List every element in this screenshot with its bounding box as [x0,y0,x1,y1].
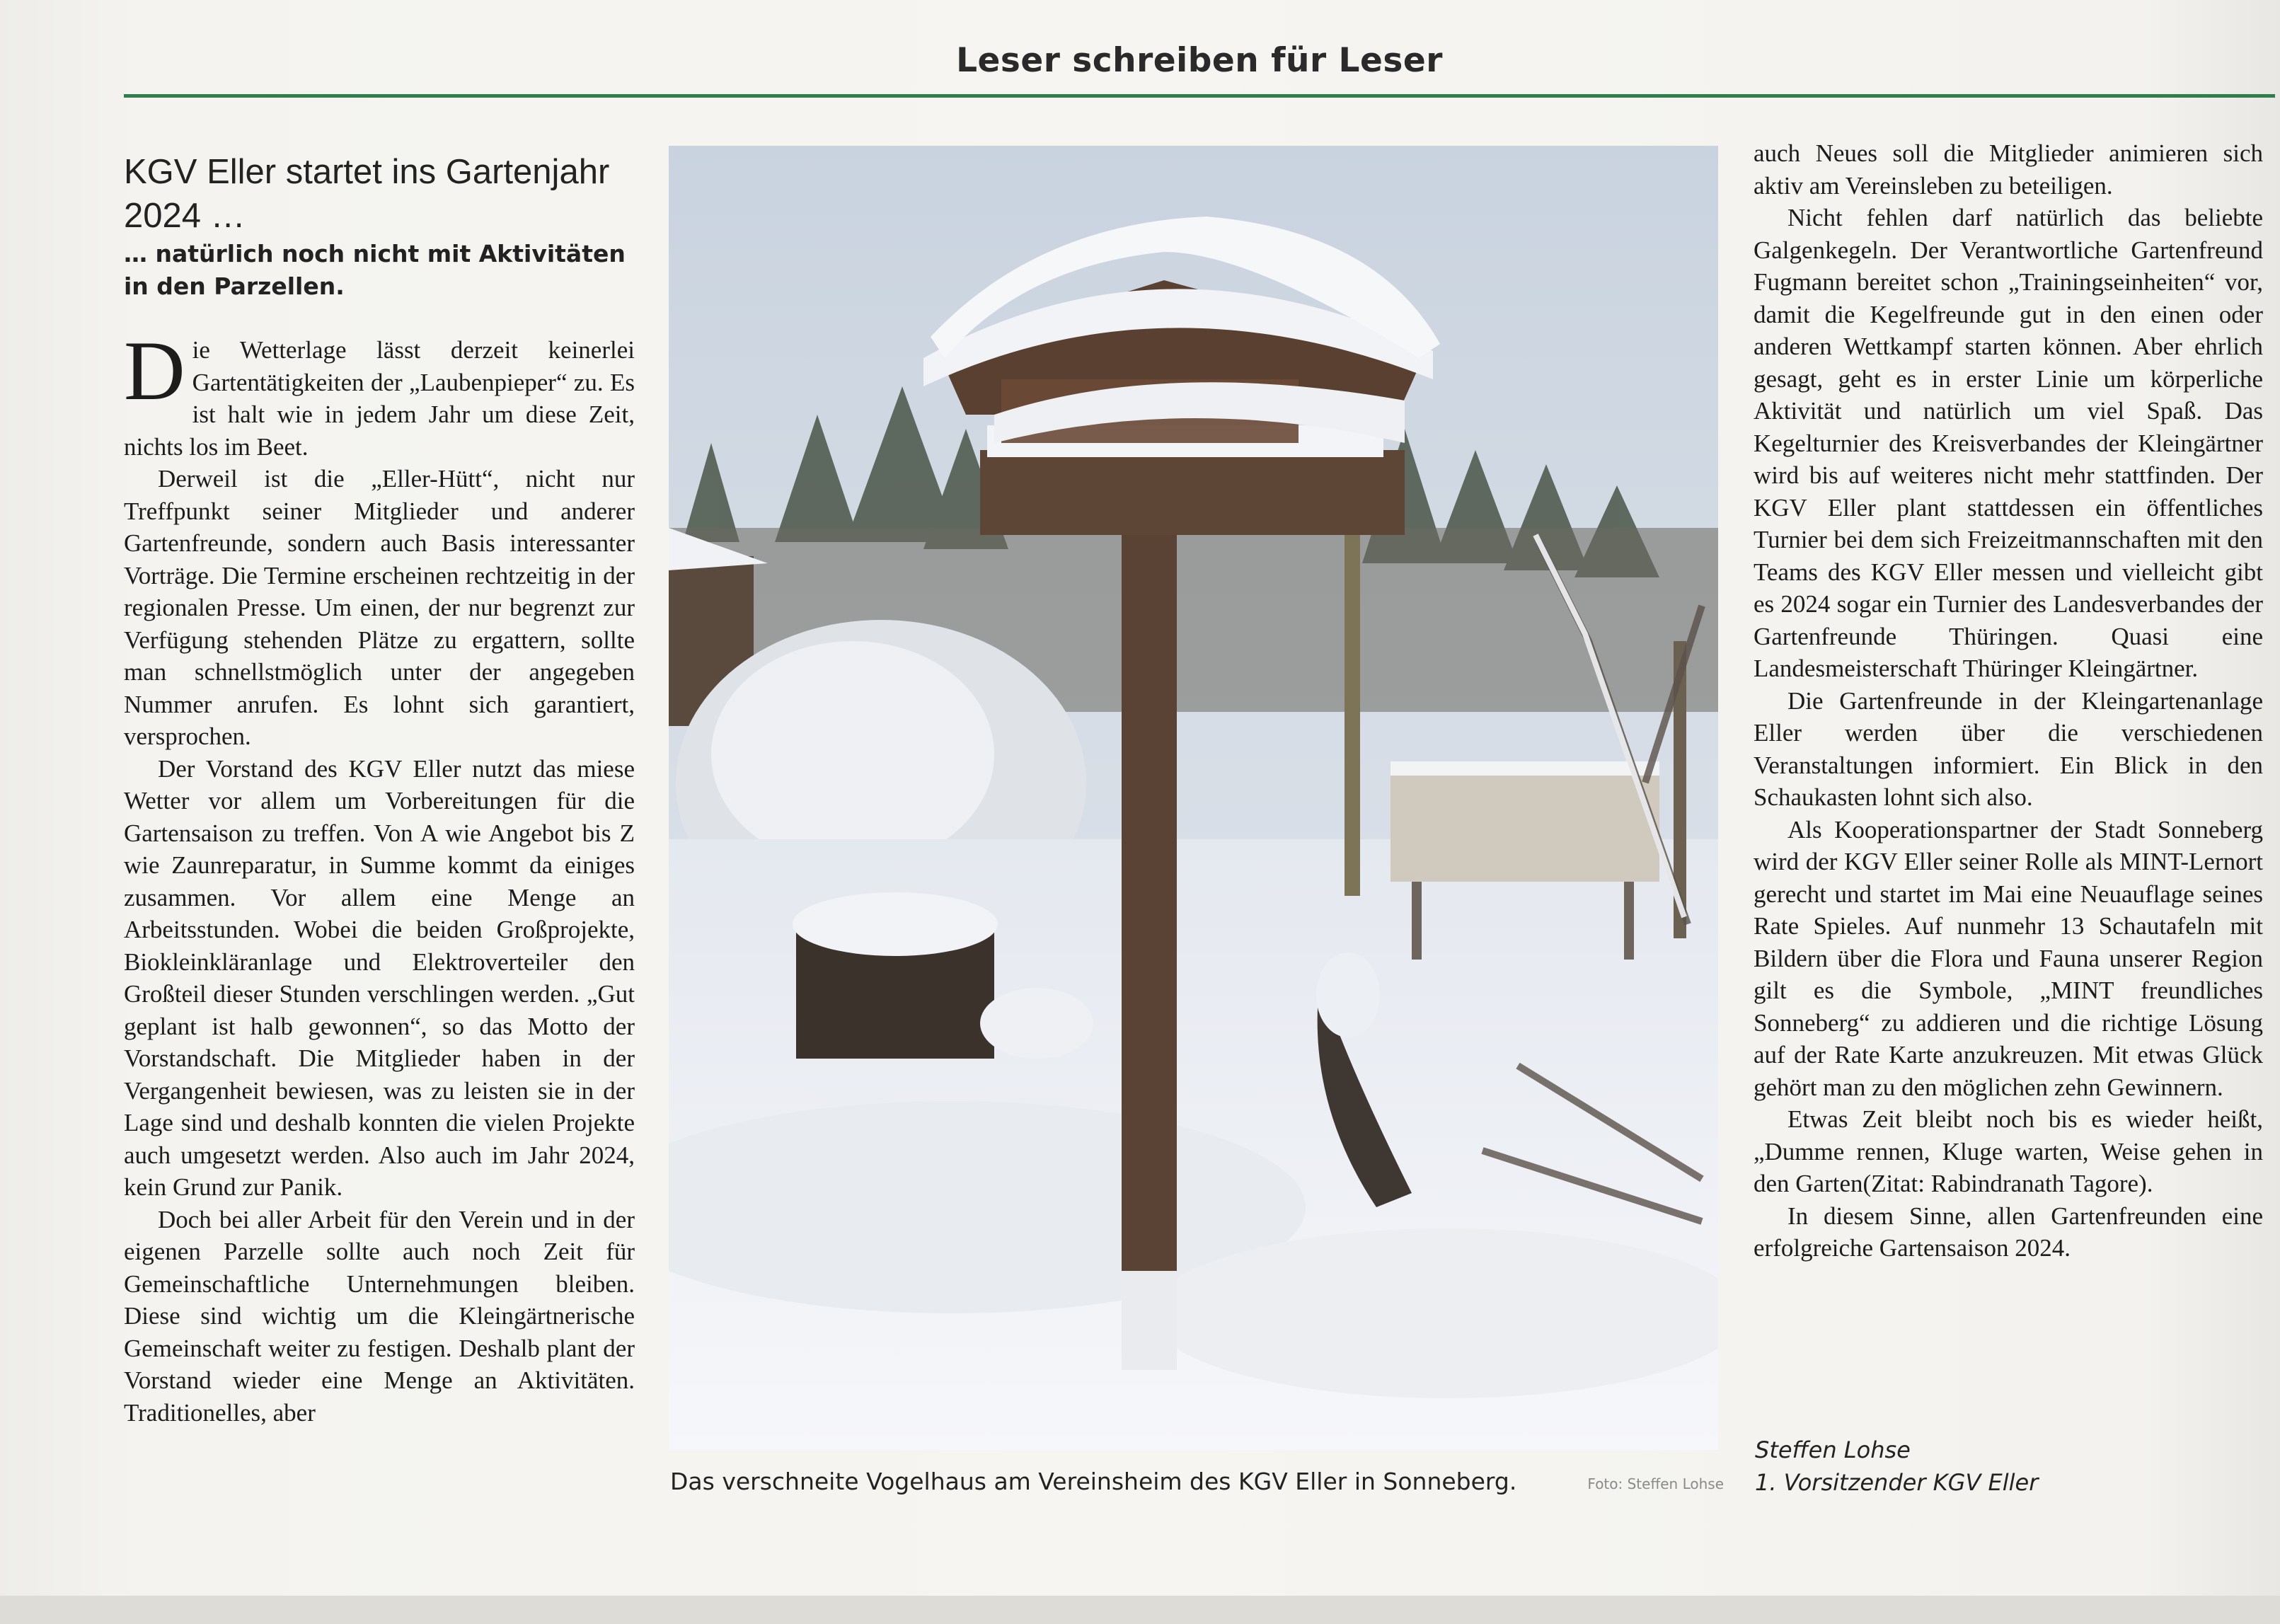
left-text-column [124,323,635,1429]
paragraph: Als Kooperationspartner der Stadt Sonneberg wird der KGV Eller seiner Rolle als MINT-Lernort gerecht und startet im Mai eine Neuauflage seines Rate Spieles. Auf nunmehr 13 Schautafeln mit Bildern über die Flora und Fauna unserer Region gilt es die Symbole, „MINT freundliches Sonneberg“ zu addieren und die richtige Lösung auf der Rate Karte anzukreuzen. Mit etwas Glück gehört man zu den möglichen zehn Gewinnern. [1754,815,2263,1101]
paragraph: auch Neues soll die Mitglieder animieren sich aktiv am Vereinsleben zu beteiligen. [1754,139,2263,200]
paragraph: Die Gartenfreunde in der Kleingartenanlage Eller werden über die verschiedenen Veranstaltungen informiert. Ein Blick in den Schaukasten lohnt sich also. [1754,686,2263,811]
page-bottom-margin [0,1596,2280,1624]
section-rule [124,94,2275,98]
snowy-birdhouse-photo [669,146,1718,1450]
paragraph: Etwas Zeit bleibt noch bis es wieder heißt, „Dumme rennen, Kluge warten, Weise gehen in den Garten(Zitat: Rabindranath Tagore). [1754,1105,2263,1197]
article-subheadline: … natürlich noch nicht mit Aktivitäten in den Parzellen. [124,240,626,300]
drop-cap: D [124,323,185,417]
paragraph: Derweil ist die „Eller-Hütt“, nicht nur Treffpunkt seiner Mitglieder und anderer Gartenfreunde, sondern auch Basis interessanter Vorträge. Die Termine erscheinen rechtzeitig in der regionalen Presse. Um einen, der nur begrenzt zur Verfügung stehenden Plätze zu ergattern, sollte man schnellstmöglich unter der angegeben Nummer anrufen. Es lohnt sich garantiert, versprochen. [124,465,635,750]
author-name: Steffen Lohse [1755,1436,1911,1463]
paragraph: In diesem Sinne, allen Gartenfreunden eine erfolgreiche Gartensaison 2024. [1754,1202,2263,1262]
section-title: Leser schreiben für Leser [956,41,1443,80]
paragraph: Doch bei aller Arbeit für den Verein und in der eigenen Parzelle sollte auch noch Zeit für Gemeinschaftliche Unternehmungen bleiben. Diese sind wichtig um die Kleingärtnerische Gemeinschaft weiter zu festigen. Deshalb plant der Vorstand wieder eine Menge an Aktivitäten. Traditionelles, aber [124,1205,635,1427]
author-signature [1755,1434,2250,1499]
author-role: 1. Vorsitzender KGV Eller [1755,1469,2039,1496]
paragraph: Nicht fehlen darf natürlich das beliebte Galgenkegeln. Der Verantwortliche Gartenfreund Fugmann bereitet schon „Trainingseinheiten“ vor, damit die Kegelfreunde gut in den einen oder anderen Wettkampf starten können. Aber ehrlich gesagt, geht es in erster Linie um körperliche Aktivität und natürlich um viel Spaß. Das Kegelturnier des Kreisverbandes der Kleingärtner wird bis auf weiteres nicht mehr stattfinden. Der KGV Eller plant stattdessen ein öffentliches Turnier bei dem sich Freizeitmannschaften mit den Teams des KGV Eller messen und vielleicht gibt es 2024 sogar ein Turnier des Landesverbandes der Gartenfreunde Thüringen. Quasi eine Landesmeisterschaft Thüringer Kleingärtner. [1754,204,2263,682]
paragraph: Die Wetterlage lässt derzeit keinerlei Gartentätigkeiten der „Laubenpieper“ zu. Es ist halt wie in jedem Jahr um diese Zeit, nichts los im Beet. [124,323,635,461]
photo-credit: Foto: Steffen Lohse [1587,1475,1724,1492]
paragraph: Der Vorstand des KGV Eller nutzt das miese Wetter vor allem um Vorbereitungen für die Gartensaison zu treffen. Von A wie Angebot bis Z wie Zaunreparatur, in Summe kommt da einiges zusammen. Vor allem eine Menge an Arbeitsstunden. Wobei die beiden Großprojekte, Biokleinkläranlage und Elektroverteiler den Großteil dieser Stunden verschlingen werden. „Gut geplant ist halb gewonnen“, so das Motto der Vorstandschaft. Die Mitglieder haben in der Vergangenheit bewiesen, was zu leisten sie in der Lage sind und deshalb konnten die vielen Projekte auch umgesetzt werden. Also auch im Jahr 2024, kein Grund zur Panik. [124,754,635,1201]
article-photo [669,146,1718,1450]
article-headline: KGV Eller startet ins Gartenjahr 2024 … [124,153,610,235]
photo-caption: Das verschneite Vogelhaus am Vereinsheim des KGV Eller in Sonneberg. [670,1468,1517,1495]
right-text-column [1754,137,2263,1265]
